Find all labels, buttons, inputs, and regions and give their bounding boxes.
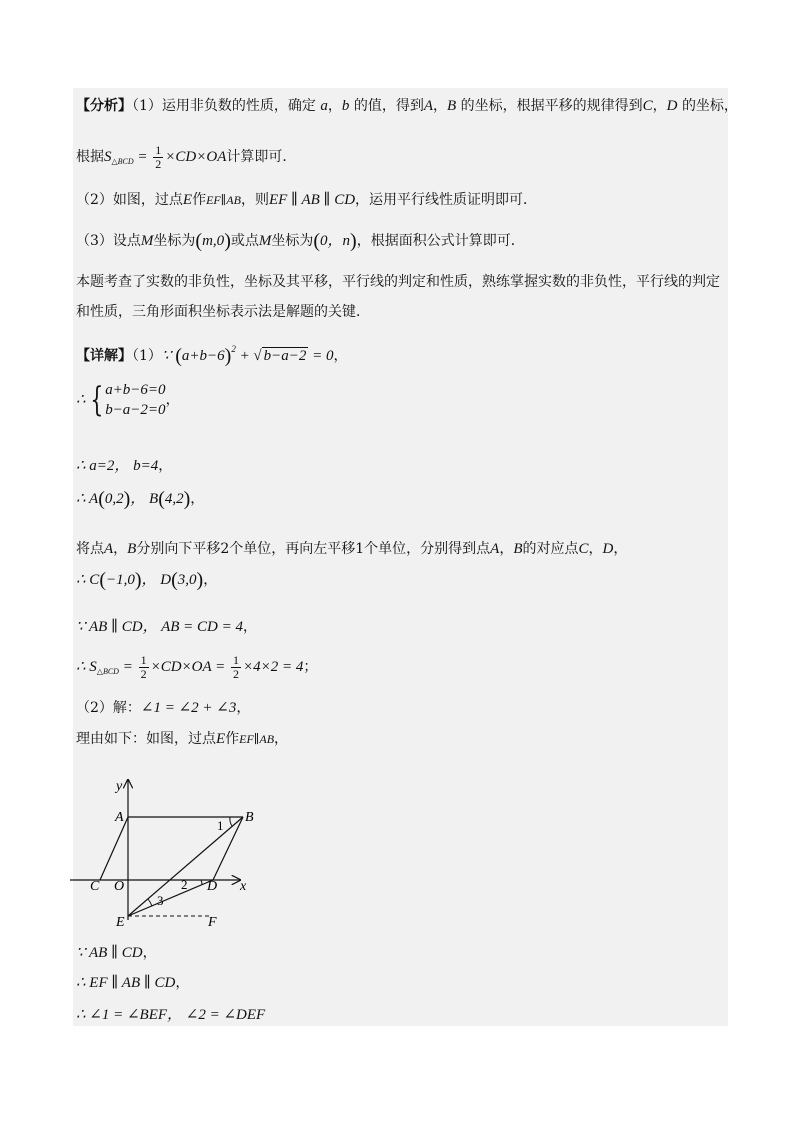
label-y: y — [116, 779, 123, 794]
label-angle-1: 1 — [217, 818, 224, 833]
label-a: A — [115, 810, 124, 825]
detail-tag: 【详解】 — [76, 348, 132, 364]
detail-ab-coords: ∴ A(0,2)， B(4,2)， — [76, 488, 205, 510]
detail-after-2: ∴ EF ∥ AB ∥ CD， — [76, 975, 190, 991]
label-angle-2: 2 — [181, 877, 188, 892]
detail-area: ∴ $S_{\triangle BCD}$ = $\frac{1}{2}$ ×CD×OA = $\frac{1}{2}$ ×4×2 = 4； — [76, 653, 318, 681]
label-x: x — [240, 879, 247, 894]
detail-part2: （2）解：∠1 = ∠2 + ∠3， — [76, 700, 251, 716]
label-o: O — [114, 879, 125, 894]
detail-cd-coords: ∴ C(−1,0)， D(3,0)， — [76, 569, 218, 591]
segment-eb — [128, 817, 243, 916]
analysis-line-1: 【分析】（1）运用非负数的性质，确定 a，b 的值，得到A，B 的坐标，根据平移的规律得到C，D 的坐标， — [76, 98, 738, 114]
detail-system: ∴ { a+b−6=0 b−a−2=0 ， — [76, 380, 180, 420]
label-e: E — [116, 915, 125, 930]
analysis-tag: 【分析】 — [76, 98, 132, 114]
angle-3-arc — [148, 899, 152, 906]
analysis-line-4: （3）设点M坐标为(m,0)或点M坐标为(0，n)，根据面积公式计算即可． — [76, 230, 525, 252]
summary-line-1: 本题考查了实数的非负性，坐标及其平移，平行线的判定和性质，熟练掌握实数的非负性，平行线的判定 — [76, 274, 720, 290]
detail-after-1: ∵ AB ∥ CD， — [76, 945, 157, 961]
label-angle-3: 3 — [157, 893, 164, 908]
detail-translate: 将点A，B分别向下平移2个单位，再向左平移1个单位，分别得到点A，B的对应点C，D， — [76, 541, 628, 557]
label-b: B — [245, 810, 254, 825]
geometry-figure — [70, 768, 270, 933]
angle-2-arc — [201, 880, 202, 885]
segment-ed — [128, 880, 213, 916]
label-c: C — [90, 879, 100, 894]
summary-line-2: 和性质，三角形面积坐标表示法是解题的关键． — [76, 304, 370, 320]
analysis-line-2: 根据$S_{\triangle BCD}$ = $\frac{1}{2}$ ×CD×OA计算即可． — [76, 143, 297, 171]
detail-line-1: 【详解】（1）∵ $(a+b-6)^2$ + √ b−a−2 = 0， — [76, 344, 348, 367]
segment-ac — [100, 817, 128, 880]
analysis-line-3: （2）如图，过点E作EF∥AB，则EF ∥ AB ∥ CD，运用平行线性质证明即可． — [76, 192, 538, 208]
area-formula: $S_{\triangle BCD}$ = $\frac{1}{2}$ ×CD×OA — [104, 143, 227, 171]
detail-reason: 理由如下：如图，过点E作EF∥AB， — [76, 731, 289, 747]
detail-after-3: ∴ ∠1 = ∠BEF， ∠2 = ∠DEF — [76, 1007, 266, 1023]
angle-1-arc — [230, 817, 232, 826]
label-d: D — [207, 879, 218, 894]
detail-ab-values: ∴ a=2， b=4， — [76, 458, 173, 474]
label-f: F — [208, 915, 217, 930]
detail-parallel: ∵ AB ∥ CD， AB = CD = 4， — [76, 619, 257, 635]
